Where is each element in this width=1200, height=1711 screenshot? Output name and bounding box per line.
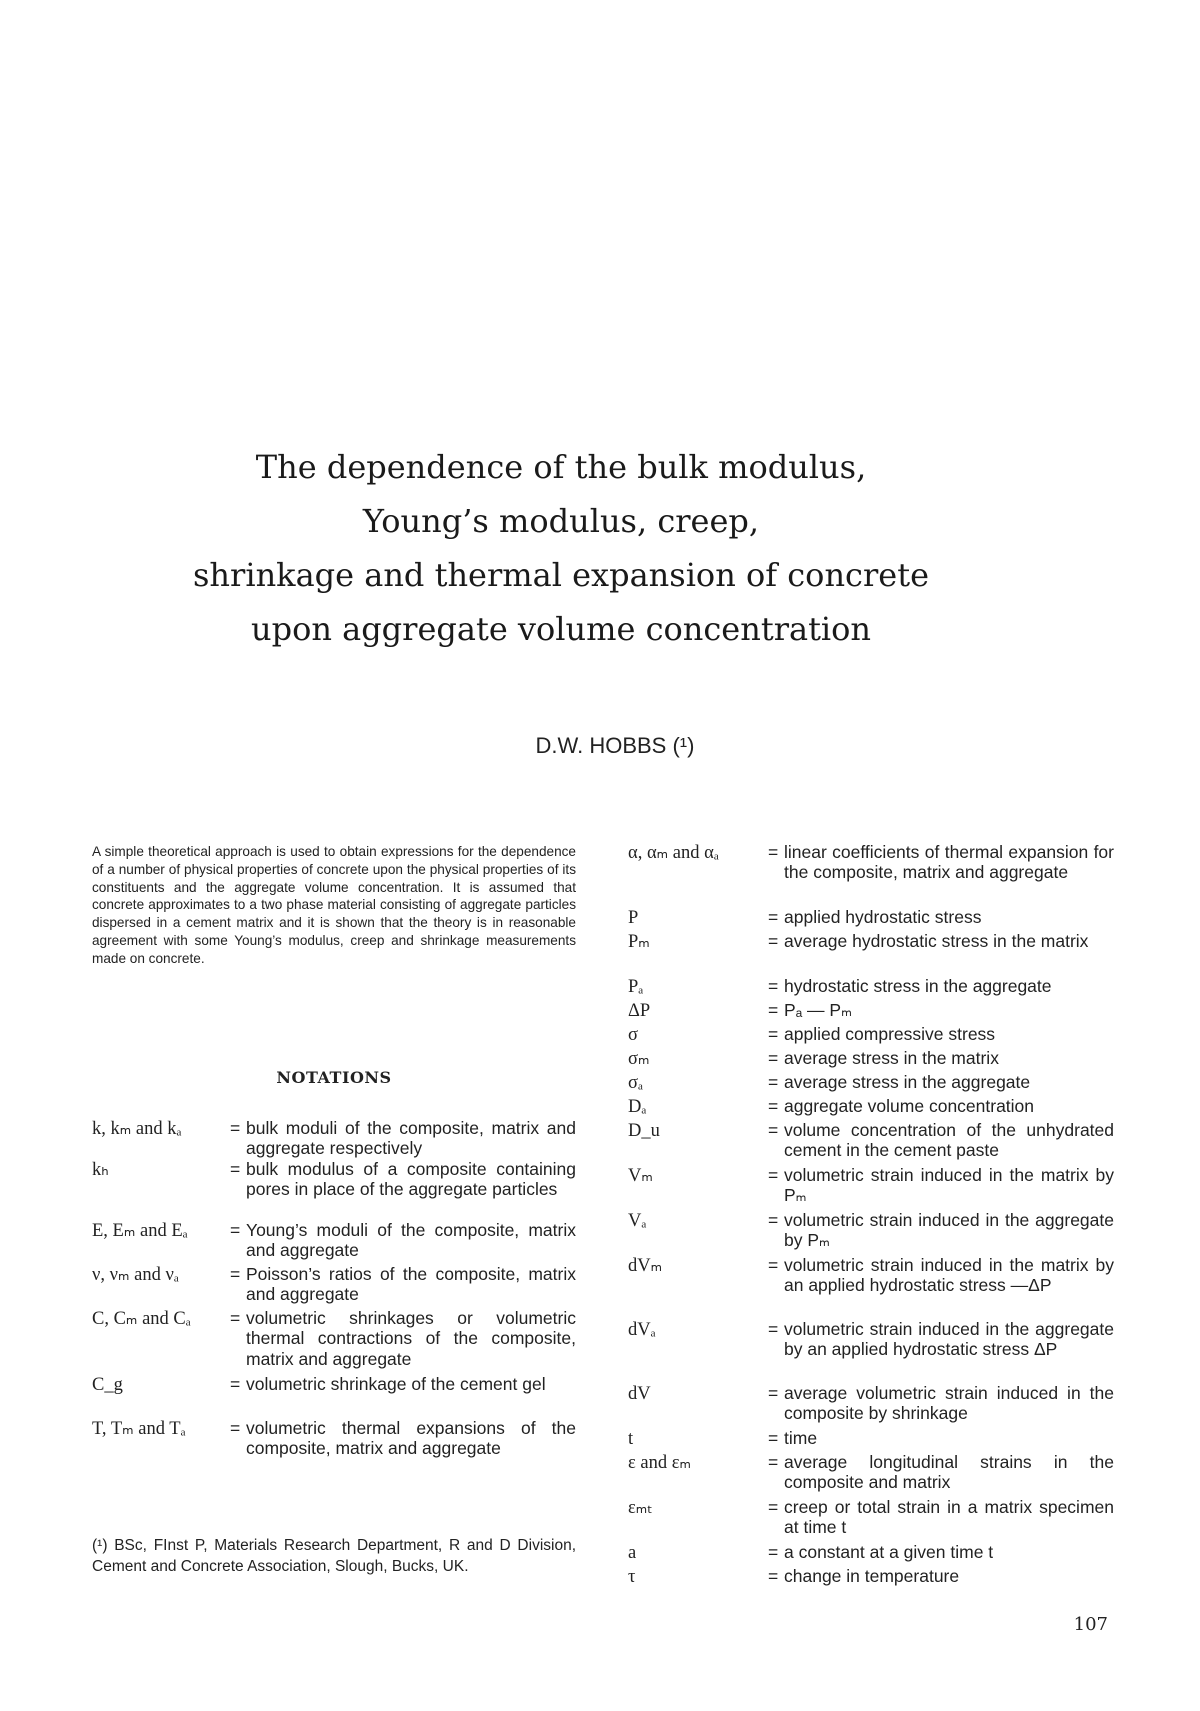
notation-symbol: Pₐ — [628, 977, 644, 997]
notation-definition: volumetric shrinkages or volumetric thermal contractions of the composite, matrix and aggregate — [246, 1308, 576, 1369]
equals-sign: = — [768, 1120, 779, 1140]
notation-symbol: k, kₘ and kₐ — [92, 1119, 182, 1139]
notation-symbol: a — [628, 1543, 637, 1563]
equals-sign: = — [768, 1096, 779, 1116]
equals-sign: = — [768, 1566, 779, 1586]
equals-sign: = — [230, 1374, 241, 1394]
notation-row — [628, 1566, 1114, 1590]
notation-row — [92, 1308, 576, 1374]
equals-sign: = — [230, 1264, 241, 1284]
notation-definition: volumetric strain induced in the aggregate by an applied hydrostatic stress ΔP — [784, 1319, 1114, 1360]
notation-definition: average longitudinal strains in the composite and matrix — [784, 1452, 1114, 1493]
notations-right-list — [628, 842, 1114, 1590]
notation-symbol: dVₘ — [628, 1256, 663, 1276]
notation-row — [92, 1374, 576, 1418]
title-line: Young’s modulus, creep, — [362, 502, 760, 540]
notation-row — [628, 1319, 1114, 1383]
notation-definition: volumetric strain induced in the aggregate by Pₘ — [784, 1210, 1114, 1251]
notation-symbol: σₐ — [628, 1073, 644, 1093]
notation-row — [92, 1118, 576, 1159]
equals-sign: = — [230, 1220, 241, 1240]
notation-definition: average stress in the matrix — [784, 1048, 999, 1068]
equals-sign: = — [768, 1383, 779, 1403]
notation-row — [628, 1255, 1114, 1319]
notation-symbol: Dₐ — [628, 1097, 647, 1117]
page-number: 107 — [1073, 1614, 1108, 1635]
notation-definition: volume concentration of the unhydrated cement in the cement paste — [784, 1120, 1114, 1161]
notations-left-list — [92, 1118, 576, 1460]
notation-definition: a constant at a given time t — [784, 1542, 994, 1562]
notation-row — [628, 1120, 1114, 1165]
notation-row — [628, 1024, 1114, 1048]
notation-definition: volumetric strain induced in the matrix by Pₘ — [784, 1165, 1114, 1206]
notations-heading: NOTATIONS — [276, 1068, 392, 1087]
equals-sign: = — [768, 1428, 779, 1448]
notation-symbol: σₘ — [628, 1049, 650, 1069]
notation-row — [628, 1165, 1114, 1210]
notation-symbol: α, αₘ and αₐ — [628, 843, 719, 863]
notation-symbol: Vₐ — [628, 1211, 647, 1231]
notation-row — [92, 1418, 576, 1460]
equals-sign: = — [768, 1319, 779, 1339]
notation-definition: Poisson’s ratios of the composite, matrix and aggregate — [246, 1264, 576, 1305]
notation-row — [628, 907, 1114, 931]
equals-sign: = — [768, 1000, 779, 1020]
notation-symbol: Pₘ — [628, 932, 650, 952]
notation-symbol: εₘₜ — [628, 1498, 653, 1518]
abstract: A simple theoretical approach is used to obtain expressions for the dependence of a number of physical properties of concrete upon the physical properties of its constituents and the aggregate volume concentration. It is assumed that concrete approximates to a two phase material consisting of aggregate particles dispersed in a cement matrix and it is shown that the theory is in reasonable agreement with some Young’s modulus, creep and shrinkage measurements made on concrete. — [92, 844, 576, 966]
notation-row — [628, 1210, 1114, 1255]
notation-symbol: D_u — [628, 1121, 660, 1141]
equals-sign: = — [768, 1210, 779, 1230]
notation-row — [628, 1072, 1114, 1096]
equals-sign: = — [768, 1048, 779, 1068]
equals-sign: = — [768, 1542, 779, 1562]
equals-sign: = — [768, 1255, 779, 1275]
notation-definition: creep or total strain in a matrix specimen at time t — [784, 1497, 1114, 1538]
notation-definition: volumetric shrinkage of the cement gel — [246, 1374, 546, 1394]
notation-row — [628, 842, 1114, 907]
notation-row — [628, 976, 1114, 1000]
notation-definition: time — [784, 1428, 818, 1448]
notation-row — [628, 1048, 1114, 1072]
notation-row — [628, 1542, 1114, 1566]
equals-sign: = — [768, 1072, 779, 1092]
notation-definition: bulk moduli of the composite, matrix and aggregate respectively — [246, 1118, 576, 1159]
notation-definition: aggregate volume concentration — [784, 1096, 1035, 1116]
equals-sign: = — [230, 1418, 241, 1438]
notation-symbol: dVₐ — [628, 1320, 656, 1340]
equals-sign: = — [768, 1165, 779, 1185]
equals-sign: = — [768, 976, 779, 996]
notation-row — [628, 1497, 1114, 1542]
equals-sign: = — [768, 907, 779, 927]
notation-symbol: T, Tₘ and Tₐ — [92, 1419, 186, 1439]
notation-symbol: P — [628, 908, 639, 928]
notation-symbol: Vₘ — [628, 1166, 653, 1186]
notation-symbol: ΔP — [628, 1001, 651, 1021]
notation-definition: applied compressive stress — [784, 1024, 996, 1044]
notation-row — [92, 1264, 576, 1308]
paper-title — [150, 440, 972, 656]
equals-sign: = — [768, 1497, 779, 1517]
notation-symbol: E, Eₘ and Eₐ — [92, 1221, 188, 1241]
notation-definition: Young’s moduli of the composite, matrix and aggregate — [246, 1220, 576, 1261]
notation-row — [628, 1428, 1114, 1452]
notation-symbol: ν, νₘ and νₐ — [92, 1265, 179, 1285]
notation-definition: linear coefficients of thermal expansion for the composite, matrix and aggregate — [784, 842, 1114, 883]
equals-sign: = — [230, 1159, 241, 1179]
title-line: shrinkage and thermal expansion of concrete — [193, 556, 929, 594]
equals-sign: = — [230, 1308, 241, 1328]
equals-sign: = — [768, 931, 779, 951]
notation-row — [628, 1000, 1114, 1024]
author-name: D.W. HOBBS (¹) — [535, 733, 695, 758]
notation-symbol: C_g — [92, 1375, 123, 1395]
notation-definition: volumetric thermal expansions of the composite, matrix and aggregate — [246, 1418, 576, 1459]
notation-definition: change in temperature — [784, 1566, 960, 1586]
notation-symbol: kₕ — [92, 1160, 109, 1180]
notation-symbol: σ — [628, 1025, 638, 1045]
equals-sign: = — [768, 1452, 779, 1472]
notation-symbol: dV — [628, 1384, 651, 1404]
notation-row — [92, 1220, 576, 1264]
notation-symbol: C, Cₘ and Cₐ — [92, 1309, 191, 1329]
notation-definition: Pₐ — Pₘ — [784, 1000, 852, 1020]
notation-definition: average stress in the aggregate — [784, 1072, 1031, 1092]
notation-symbol: ε and εₘ — [628, 1453, 692, 1473]
author-affiliation-footnote: (¹) BSc, FInst P, Materials Research Department, R and D Division, Cement and Concrete Association, Slough, Bucks, UK. — [92, 1537, 576, 1575]
notation-definition: applied hydrostatic stress — [784, 907, 982, 927]
title-line: The dependence of the bulk modulus, — [255, 448, 867, 486]
title-line: upon aggregate volume concentration — [250, 610, 872, 648]
notation-definition: bulk modulus of a composite containing pores in place of the aggregate particles — [246, 1159, 576, 1200]
notation-row — [628, 1452, 1114, 1497]
equals-sign: = — [768, 1024, 779, 1044]
equals-sign: = — [768, 842, 779, 862]
notation-row — [628, 1383, 1114, 1428]
notation-definition: average volumetric strain induced in the composite by shrinkage — [784, 1383, 1114, 1424]
notation-symbol: t — [628, 1429, 634, 1449]
notation-row — [628, 1096, 1114, 1120]
notation-symbol: τ — [628, 1567, 636, 1587]
notation-row — [92, 1159, 576, 1220]
equals-sign: = — [230, 1118, 241, 1138]
notation-row — [628, 931, 1114, 976]
notation-definition: average hydrostatic stress in the matrix — [784, 931, 1089, 951]
notation-definition: hydrostatic stress in the aggregate — [784, 976, 1052, 996]
notation-definition: volumetric strain induced in the matrix by an applied hydrostatic stress —ΔP — [784, 1255, 1114, 1296]
